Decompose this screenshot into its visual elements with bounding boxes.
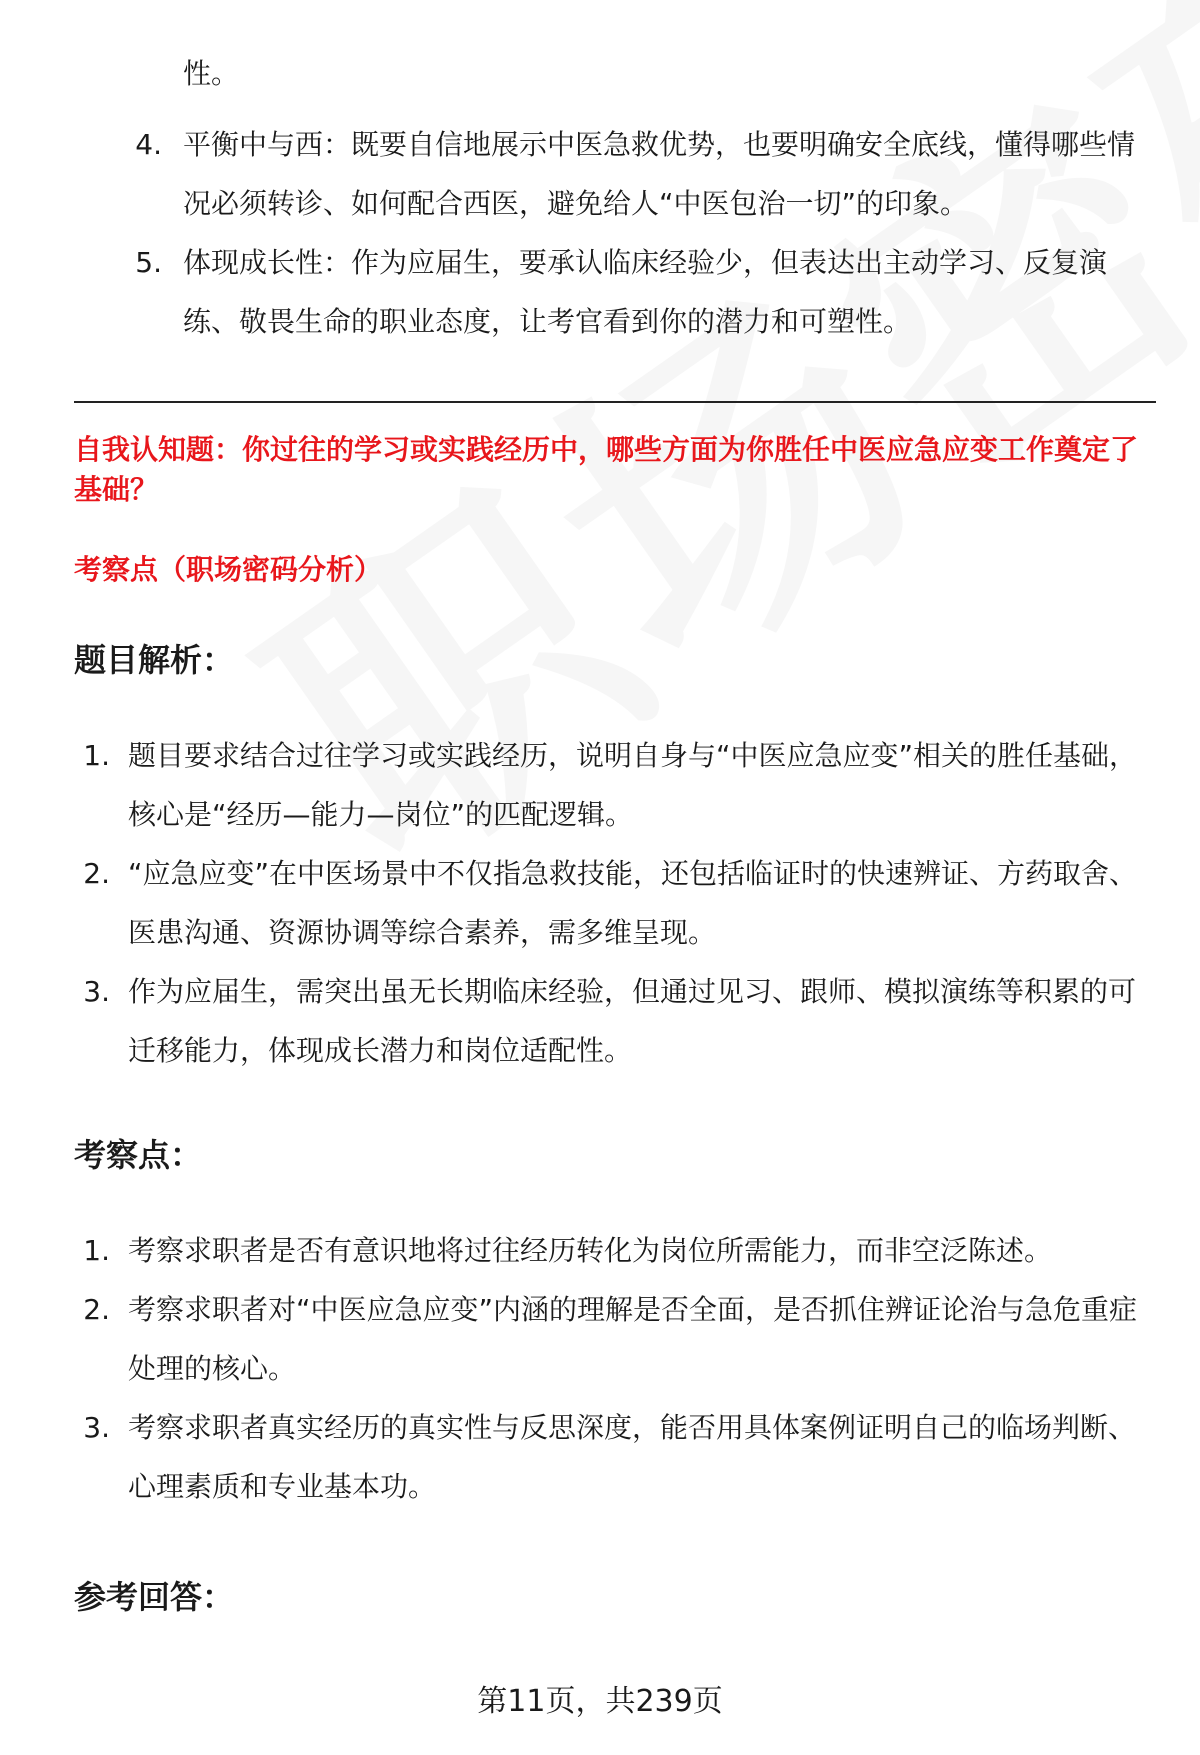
- list-item: [0, 726, 1200, 844]
- list-number: 1.: [83, 1234, 110, 1267]
- continuation-line: 性。: [183, 57, 240, 90]
- section-heading-points: 考察点：: [74, 1136, 203, 1174]
- page-footer: 第11页，共239页: [477, 1684, 723, 1719]
- section-heading-answer: 参考回答：: [74, 1578, 235, 1616]
- list-item: [0, 844, 1200, 962]
- list-item: [0, 233, 1200, 351]
- analysis-list: [0, 726, 1200, 1080]
- list-number: 2.: [83, 857, 110, 890]
- list-item: [0, 1280, 1200, 1398]
- list-text: 体现成长性：作为应届生，要承认临床经验少，但表达出主动学习、反复演练、敬畏生命的职业态度，让考官看到你的潜力和可塑性。: [183, 246, 1108, 338]
- list-number: 2.: [83, 1293, 110, 1326]
- list-number: 5.: [135, 246, 162, 279]
- list-text: 平衡中与西：既要自信地展示中医急救优势，也要明确安全底线，懂得哪些情况必须转诊、如何配合西医，避免给人“中医包治一切”的印象。: [183, 128, 1136, 220]
- question-title: 自我认知题：你过往的学习或实践经历中，哪些方面为你胜任中医应急应变工作奠定了基础？: [74, 433, 1139, 506]
- list-number: 3.: [83, 1411, 110, 1444]
- section-heading-analysis: 题目解析：: [74, 641, 235, 679]
- list-text: “应急应变”在中医场景中不仅指急救技能，还包括临证时的快速辨证、方药取舍、医患沟通、资源协调等综合素养，需多维呈现。: [128, 857, 1138, 949]
- list-item: [0, 1221, 1200, 1280]
- list-text: 作为应届生，需突出虽无长期临床经验，但通过见习、跟师、模拟演练等积累的可迁移能力，体现成长潜力和岗位适配性。: [128, 975, 1137, 1067]
- list-item: [0, 115, 1200, 233]
- prev-list: [0, 115, 1200, 351]
- points-list: [0, 1221, 1200, 1516]
- list-item: [0, 1398, 1200, 1516]
- list-text: 题目要求结合过往学习或实践经历，说明自身与“中医应急应变”相关的胜任基础，核心是“经历—能力—岗位”的匹配逻辑。: [128, 739, 1138, 831]
- list-text: 考察求职者是否有意识地将过往经历转化为岗位所需能力，而非空泛陈述。: [128, 1234, 1053, 1267]
- assessment-label: 考察点（职场密码分析）: [74, 553, 383, 586]
- list-number: 3.: [83, 975, 110, 1008]
- list-text: 考察求职者对“中医应急应变”内涵的理解是否全面，是否抓住辨证论治与急危重症处理的核心。: [128, 1293, 1138, 1385]
- list-number: 1.: [83, 739, 110, 772]
- list-number: 4.: [135, 128, 162, 161]
- divider: [74, 401, 1156, 403]
- list-item: [0, 962, 1200, 1080]
- list-text: 考察求职者真实经历的真实性与反思深度，能否用具体案例证明自己的临场判断、心理素质和专业基本功。: [128, 1411, 1137, 1503]
